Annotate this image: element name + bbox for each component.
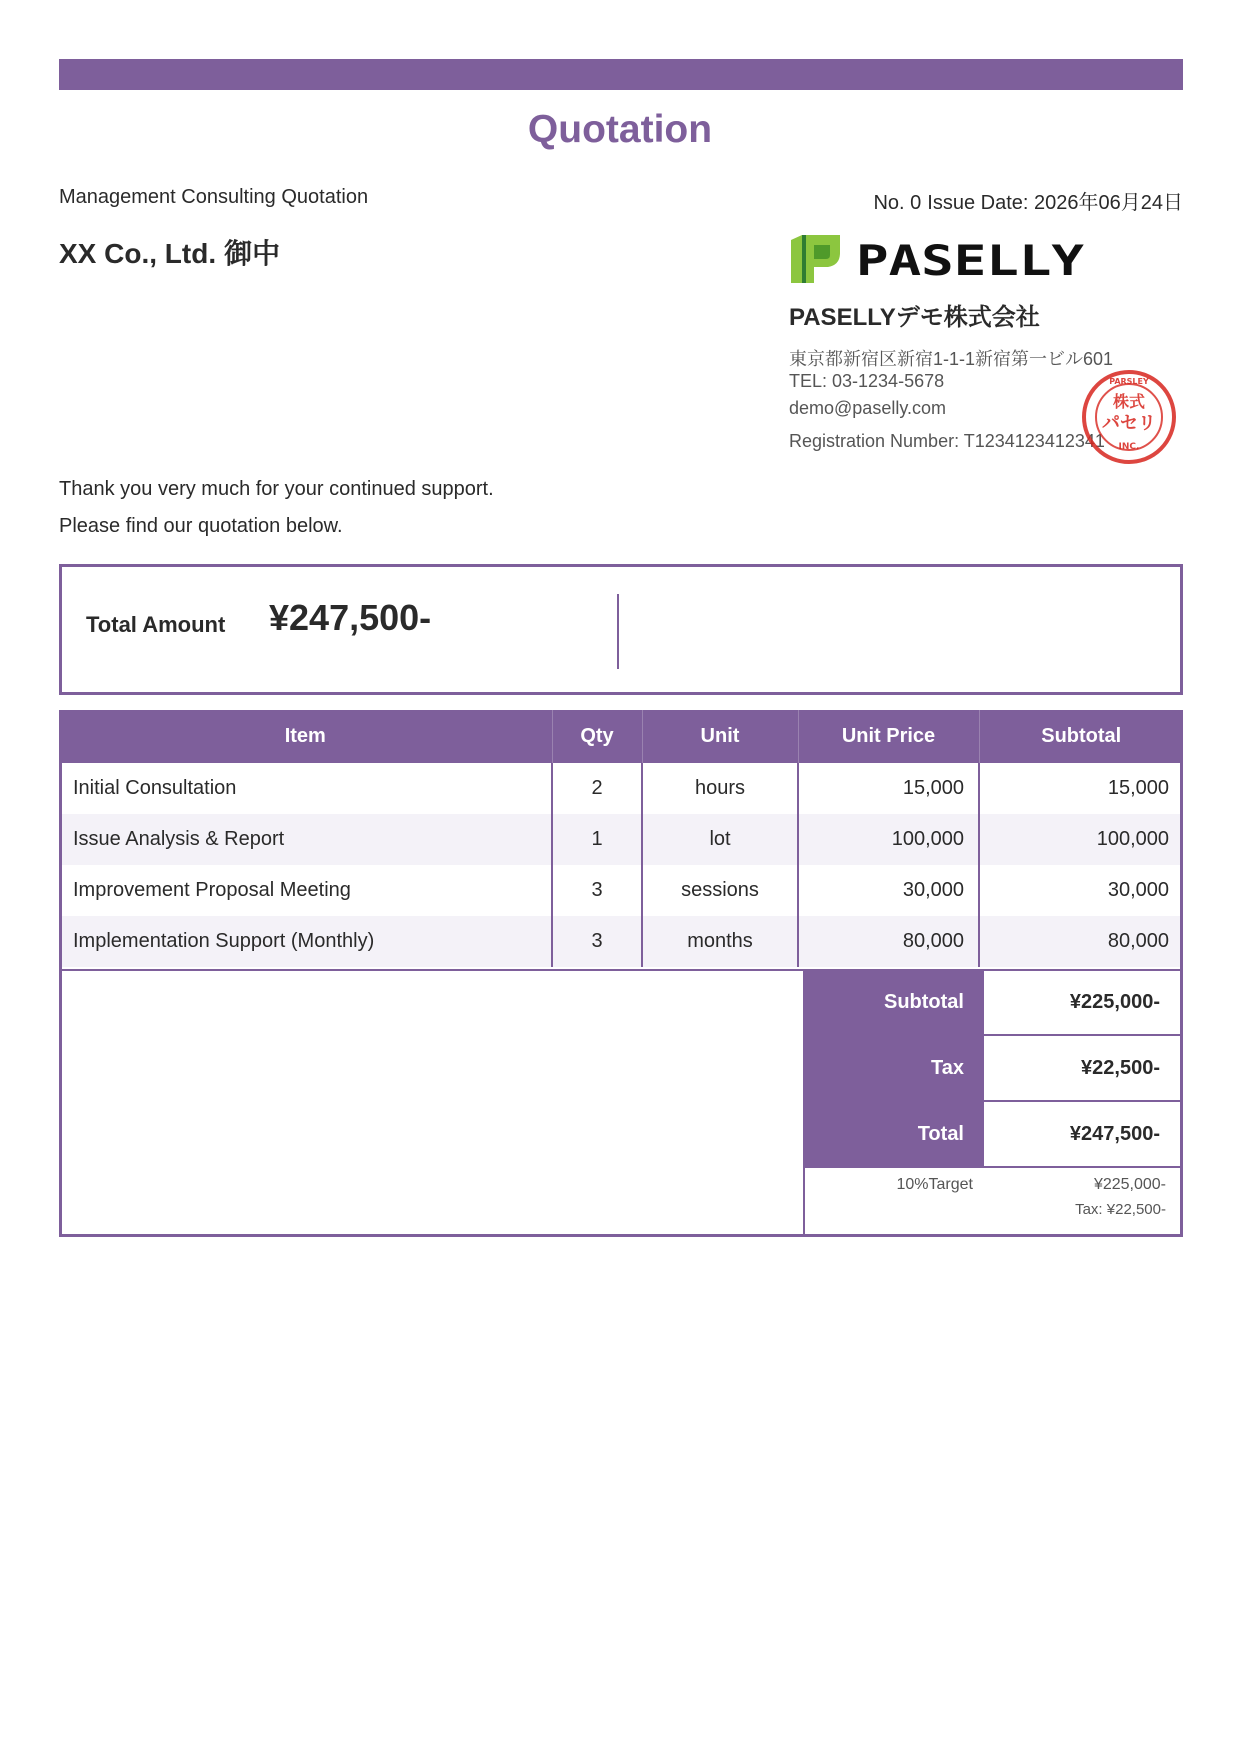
cell-unit: months (642, 916, 798, 967)
total-amount-box (59, 564, 1183, 695)
line-items-table (59, 710, 1183, 967)
tax-target-label: 10%Target (896, 1176, 973, 1193)
issuer-tel: TEL: 03-1234-5678 (789, 371, 945, 391)
summary-subtotal-value: ¥225,000- (1069, 991, 1160, 1013)
cell-qty: 2 (552, 763, 642, 814)
summary-total-row (803, 1102, 1180, 1168)
total-box-divider (617, 594, 619, 669)
cell-subtotal: 100,000 (979, 814, 1183, 865)
table-row (59, 814, 1183, 865)
summary-tax-value: ¥22,500- (1081, 1057, 1160, 1079)
issuer-company: PASELLYデモ株式会社 (789, 304, 1040, 331)
table-row (59, 916, 1183, 967)
cell-subtotal: 80,000 (979, 916, 1183, 967)
issuer-address: 東京都新宿区新宿1-1-1新宿第一ビル601 (789, 349, 1114, 369)
summary-tax-label: Tax (803, 1036, 984, 1102)
cell-qty: 3 (552, 916, 642, 967)
logo-wordmark: PASELLY (856, 236, 1085, 285)
quotation-number: No. 0 (873, 192, 922, 214)
col-header-subtotal: Subtotal (979, 710, 1183, 763)
quotation-subject: Management Consulting Quotation (59, 186, 369, 208)
summary-tax-row (803, 1036, 1180, 1102)
col-header-qty: Qty (552, 710, 642, 763)
cell-item: Improvement Proposal Meeting (59, 865, 552, 916)
greeting-line-1: Thank you very much for your continued support. (59, 478, 494, 500)
summary-panel (803, 970, 1180, 1168)
cell-unit-price: 80,000 (798, 916, 979, 967)
svg-text:パセリ: パセリ (1102, 413, 1156, 434)
cell-subtotal: 15,000 (1107, 777, 1169, 799)
issuer-email: demo@paselly.com (789, 398, 946, 418)
document-title: Quotation (527, 108, 713, 151)
cell-qty: 3 (552, 865, 642, 916)
client-name: XX Co., Ltd. (59, 238, 217, 269)
summary-subtotal-label: Subtotal (803, 970, 984, 1036)
paselly-logo (788, 231, 1088, 285)
summary-subtotal-row (803, 970, 1180, 1036)
summary-total-label: Total (803, 1102, 984, 1168)
cell-item: Issue Analysis & Report (59, 814, 552, 865)
cell-unit-price: 100,000 (798, 814, 979, 865)
total-amount-label: Total Amount (86, 612, 226, 637)
cell-item: Implementation Support (Monthly) (59, 916, 552, 967)
company-seal-stamp (1081, 369, 1177, 465)
cell-subtotal: 30,000 (1107, 879, 1169, 901)
cell-unit: lot (642, 814, 798, 865)
col-header-item: Item (59, 710, 552, 763)
issue-info (873, 186, 1183, 215)
cell-qty: 1 (552, 814, 642, 865)
client-honorific: 御中 (224, 238, 281, 269)
cell-item: Initial Consultation (59, 763, 552, 814)
tax-target-base: ¥225,000- (1093, 1176, 1166, 1193)
greeting-line-2: Please find our quotation below. (59, 515, 343, 537)
cell-unit: hours (642, 763, 798, 814)
col-header-unit-price: Unit Price (798, 710, 979, 763)
col-header-unit: Unit (642, 710, 798, 763)
table-row (59, 763, 1183, 814)
issuer-registration: Registration Number: T1234123412341 (789, 431, 1105, 451)
summary-section (59, 970, 1183, 1237)
svg-text:INC.: INC. (1118, 442, 1140, 452)
svg-text:PARSLEY: PARSLEY (1109, 377, 1149, 386)
tax-target-amount: Tax: ¥22,500- (1075, 1201, 1166, 1218)
top-accent-bar (59, 59, 1183, 90)
cell-unit-price: 15,000 (798, 763, 979, 814)
client-name-block (59, 232, 280, 272)
summary-total-value: ¥247,500- (1069, 1123, 1160, 1145)
cell-unit: sessions (642, 865, 798, 916)
cell-unit-price: 30,000 (798, 865, 979, 916)
svg-text:株式: 株式 (1112, 392, 1146, 411)
table-header-row (59, 710, 1183, 763)
total-amount-value: ¥247,500- (269, 597, 432, 638)
issue-date: Issue Date: 2026年06月24日 (927, 192, 1183, 214)
table-row (59, 865, 1183, 916)
